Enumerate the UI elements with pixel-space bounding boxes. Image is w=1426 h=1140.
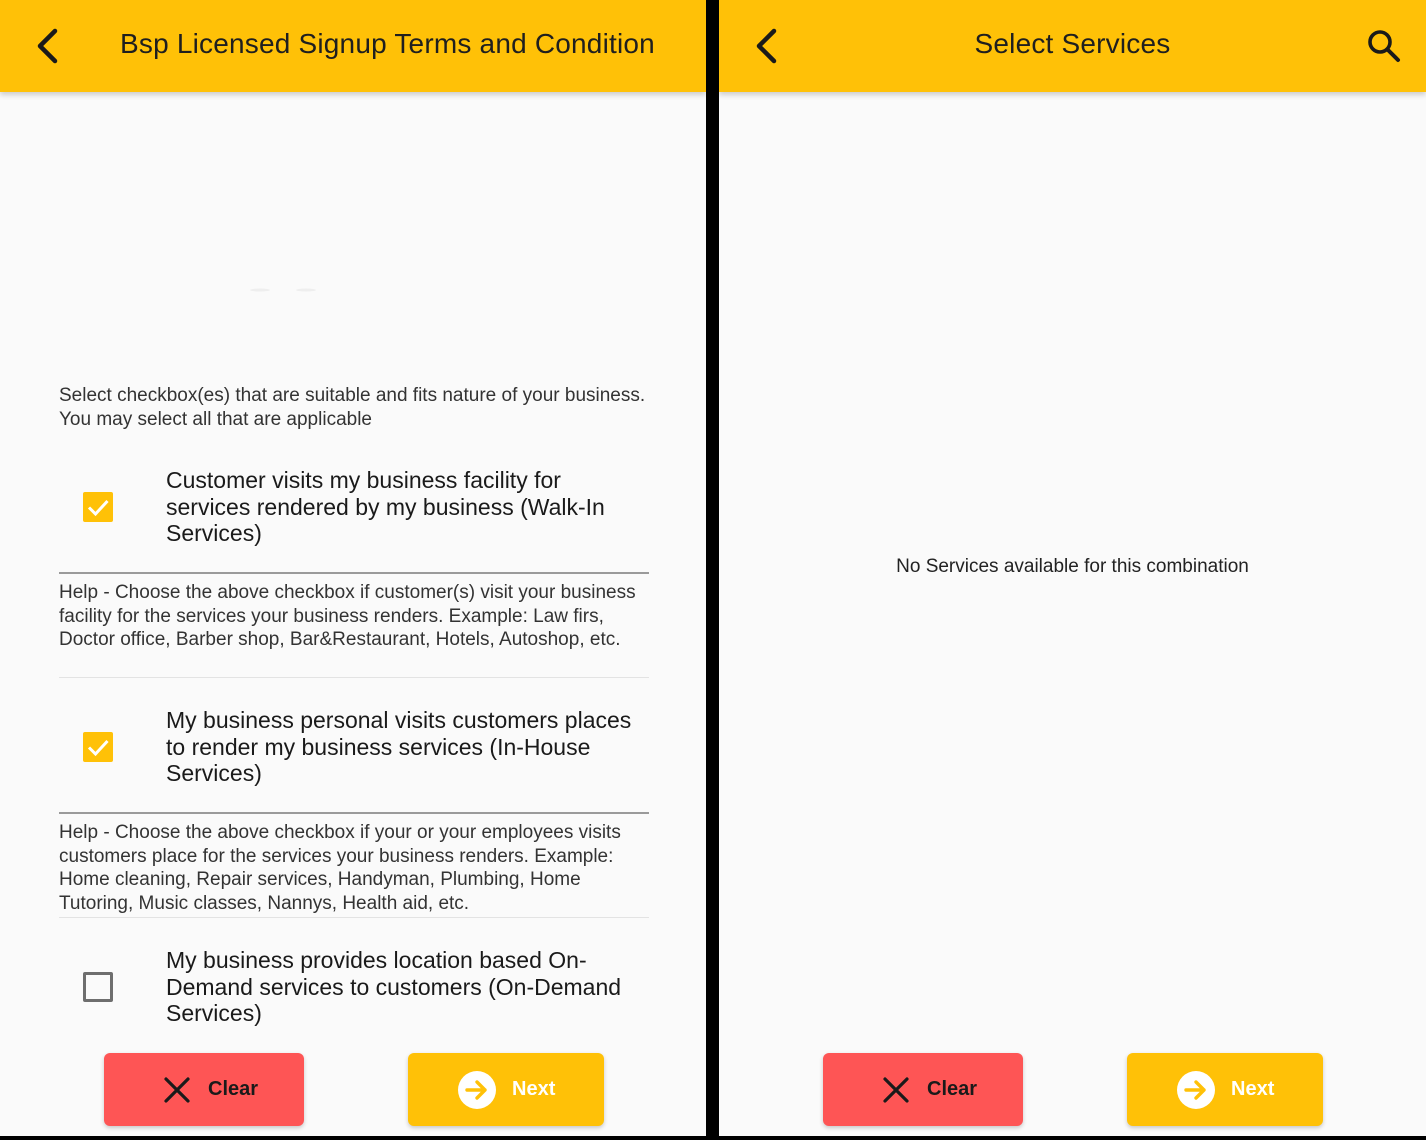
next-button-label: Next [1231, 1078, 1275, 1100]
next-button[interactable] [1127, 1053, 1323, 1126]
empty-state-message: No Services available for this combination [896, 556, 1249, 577]
page-title: Select Services [974, 28, 1171, 59]
in-house-label: My business personal visits customers places to render my business services (In-House Services) [166, 707, 632, 786]
on-demand-label: My business provides location based On-Demand services to customers (On-Demand Services) [166, 947, 622, 1026]
page-title: Bsp Licensed Signup Terms and Condition [120, 28, 655, 59]
arrow-circle-right-icon [1177, 1071, 1215, 1109]
arrow-back-icon [26, 22, 74, 70]
terms-screen [0, 0, 706, 1136]
clear-button-label: Clear [208, 1078, 259, 1100]
walk-in-checkbox[interactable] [83, 492, 113, 522]
in-house-help-text: Help - Choose the above checkbox if your or your employees visits customers place for the services your business renders. Example: Home cleaning, Repair services, Handyman, Plumbing, Home Tutoring, Music classes, Nannys, Health aid, etc. [59, 822, 621, 914]
app-bar [719, 0, 1426, 92]
option-walk-in[interactable] [59, 466, 649, 550]
close-icon [877, 1071, 915, 1109]
check-icon [85, 734, 111, 760]
logo-image [248, 287, 318, 293]
clear-button[interactable] [104, 1053, 304, 1126]
next-button-label: Next [512, 1078, 556, 1100]
divider [59, 572, 649, 574]
divider [59, 812, 649, 814]
walk-in-help-text: Help - Choose the above checkbox if customer(s) visit your business facility for the services your business renders. Example: Law firs, Doctor office, Barber shop, Bar&Restaurant, Hotels, Autoshop, etc. [59, 582, 636, 650]
screen-divider [706, 0, 719, 1140]
divider [59, 917, 649, 918]
select-services-screen [719, 0, 1426, 1136]
on-demand-checkbox[interactable] [83, 972, 113, 1002]
search-icon [1360, 22, 1408, 70]
walk-in-label: Customer visits my business facility for services rendered by my business (Walk-In Services) [166, 467, 605, 546]
logo-area [0, 92, 706, 372]
clear-button-label: Clear [927, 1078, 978, 1100]
next-button[interactable] [408, 1053, 604, 1126]
clear-button[interactable] [823, 1053, 1023, 1126]
option-in-house[interactable] [59, 706, 649, 790]
search-button[interactable] [1360, 22, 1408, 70]
instructions-text: Select checkbox(es) that are suitable and fits nature of your business. You may select all that are applicable [59, 385, 646, 430]
check-icon [85, 494, 111, 520]
arrow-circle-right-icon [458, 1071, 496, 1109]
divider [59, 677, 649, 678]
in-house-checkbox[interactable] [83, 732, 113, 762]
app-bar [0, 0, 706, 92]
close-icon [158, 1071, 196, 1109]
back-button[interactable] [26, 22, 74, 70]
option-on-demand[interactable] [59, 946, 649, 1030]
